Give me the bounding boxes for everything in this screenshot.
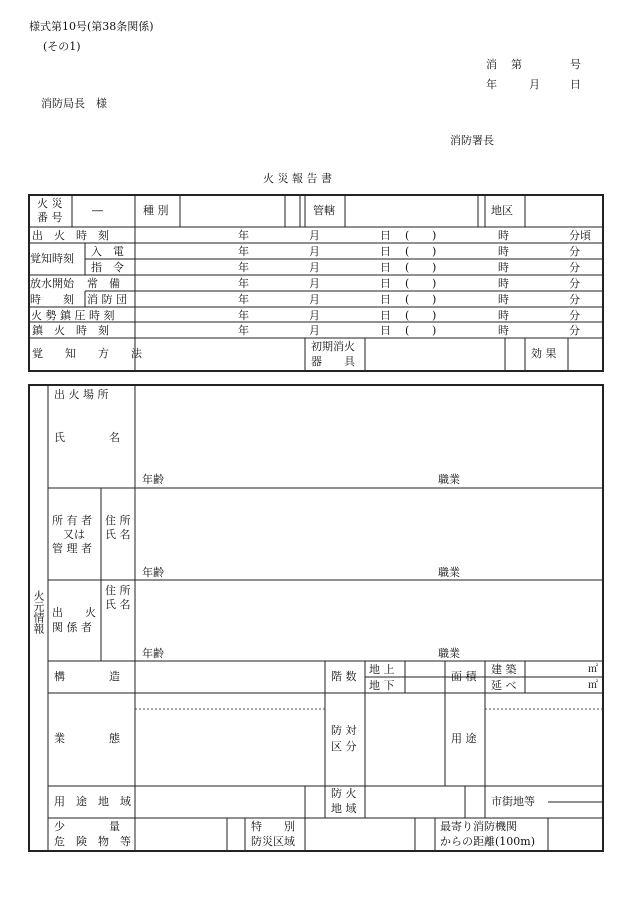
row0-close: ) <box>432 229 437 242</box>
kaisuu-label: 階 数 <box>331 670 357 683</box>
shouryou-label-1: 少 量 <box>54 820 120 833</box>
row1-hour: 時 <box>498 245 509 258</box>
kind-label: 種 別 <box>143 204 169 217</box>
page-title: 火 災 報 告 書 <box>263 172 332 185</box>
owner-label-2: 又は <box>63 528 85 541</box>
kouzou-label: 構 造 <box>54 670 120 683</box>
kakuchi-houhou-label: 覚 知 方 法 <box>32 347 142 360</box>
shukka-basho-label: 出 火 場 所 <box>54 388 109 401</box>
shouboudan-label: 消 防 団 <box>87 293 127 306</box>
row3-month: 月 <box>309 277 320 290</box>
row2-hour: 時 <box>498 261 509 274</box>
nobe-label: 延 べ <box>491 679 517 692</box>
row6-open: ( <box>405 324 410 337</box>
fire-no-label-2: 番 号 <box>37 211 63 224</box>
row1-close: ) <box>432 245 437 258</box>
owner-jusho-label: 住 所 <box>105 514 131 527</box>
row4-month: 月 <box>309 293 320 306</box>
form-number: 様式第10号(第38条関係) <box>29 20 154 33</box>
age-label-1: 年齢 <box>142 473 164 486</box>
menseki-label: 面 積 <box>451 670 477 683</box>
row5-hour: 時 <box>498 309 509 322</box>
side-label-hinomoto: 火元情報 <box>32 590 45 634</box>
row5-month: 月 <box>309 309 320 322</box>
shigaichi-label: 市街地等 <box>491 795 535 808</box>
ref-shou: 消 <box>486 58 497 71</box>
row3-close: ) <box>432 277 437 290</box>
row4-hour: 時 <box>498 293 509 306</box>
shoki-label-1: 初期消火 <box>311 340 355 353</box>
row2-min: 分 <box>569 261 580 274</box>
row2-close: ) <box>432 261 437 274</box>
bouka-label-1: 防 火 <box>331 787 357 800</box>
shukka-jikoku-label: 出 火 時 刻 <box>32 229 109 242</box>
boutai-label-2: 区 分 <box>331 740 357 753</box>
row2-open: ( <box>405 261 410 274</box>
joubi-label: 常 備 <box>87 277 120 290</box>
boutai-label-1: 防 対 <box>331 724 357 737</box>
row0-day: 日 <box>380 229 391 242</box>
owner-label-3: 管 理 者 <box>52 542 92 555</box>
jurisdiction-label: 管轄 <box>313 204 335 217</box>
distance-label-1: 最寄り消防機関 <box>440 820 517 833</box>
nyuden-label: 入 電 <box>91 245 124 258</box>
shouryou-label-2: 危 険 物 等 <box>54 835 131 848</box>
age-label-2: 年齢 <box>142 566 164 579</box>
row1-day: 日 <box>380 245 391 258</box>
date-day: 日 <box>570 78 581 91</box>
row4-year: 年 <box>238 293 249 306</box>
housui-label-2: 時 刻 <box>30 293 74 306</box>
row6-day: 日 <box>380 324 391 337</box>
age-label-3: 年齢 <box>142 647 164 660</box>
row2-day: 日 <box>380 261 391 274</box>
row3-year: 年 <box>238 277 249 290</box>
owner-shimei-label: 氏 名 <box>105 528 131 541</box>
row1-open: ( <box>405 245 410 258</box>
row3-open: ( <box>405 277 410 290</box>
housui-label-1: 放水開始 <box>30 277 74 290</box>
youto-chiiki-label: 用 途 地 域 <box>54 795 131 808</box>
row6-hour: 時 <box>498 324 509 337</box>
kankei-label-1: 出 火 <box>52 606 96 619</box>
row1-month: 月 <box>309 245 320 258</box>
row6-year: 年 <box>238 324 249 337</box>
row0-min: 分頃 <box>569 229 591 242</box>
row3-hour: 時 <box>498 277 509 290</box>
chijou-label: 地 上 <box>369 663 395 676</box>
tokubetsu-label-2: 防災区域 <box>251 835 295 848</box>
job-label-2: 職業 <box>438 566 460 579</box>
row0-hour: 時 <box>498 229 509 242</box>
shimei-label: 氏 名 <box>54 431 120 444</box>
bouka-label-2: 地 域 <box>331 802 357 815</box>
ref-dai: 第 <box>511 58 522 71</box>
row4-open: ( <box>405 293 410 306</box>
row4-close: ) <box>432 293 437 306</box>
row0-open: ( <box>405 229 410 242</box>
row5-open: ( <box>405 309 410 322</box>
addressee: 消防局長 様 <box>41 97 107 110</box>
row5-min: 分 <box>569 309 580 322</box>
date-year: 年 <box>486 78 497 91</box>
row0-month: 月 <box>309 229 320 242</box>
ref-gou: 号 <box>570 58 581 71</box>
shoki-label-2: 器 具 <box>311 355 355 368</box>
tokubetsu-label-1: 特 別 <box>251 820 295 833</box>
kankei-jusho-label: 住 所 <box>105 584 131 597</box>
row6-min: 分 <box>569 324 580 337</box>
row4-min: 分 <box>569 293 580 306</box>
date-month: 月 <box>529 78 540 91</box>
row5-year: 年 <box>238 309 249 322</box>
fire-no-dash: ― <box>92 204 103 217</box>
kakuchi-jikoku-label: 覚知時刻 <box>30 252 74 265</box>
district-label: 地区 <box>491 204 513 217</box>
kasei-chinatsu-label: 火 勢 鎮 圧 時 刻 <box>31 309 115 322</box>
row3-min: 分 <box>569 277 580 290</box>
row2-month: 月 <box>309 261 320 274</box>
kouka-label: 効 果 <box>531 347 557 360</box>
row6-close: ) <box>432 324 437 337</box>
form-part: (その1) <box>43 40 81 53</box>
fire-no-label-1: 火 災 <box>37 197 63 210</box>
row3-day: 日 <box>380 277 391 290</box>
job-label-3: 職業 <box>438 647 460 660</box>
row1-year: 年 <box>238 245 249 258</box>
row5-day: 日 <box>380 309 391 322</box>
youto-label: 用 途 <box>451 732 477 745</box>
chika-label: 地 下 <box>369 679 395 692</box>
row5-close: ) <box>432 309 437 322</box>
owner-label-1: 所 有 者 <box>52 514 92 527</box>
distance-label-2: からの距離(100m) <box>440 835 536 848</box>
kenchiku-label: 建 築 <box>491 663 517 676</box>
shirei-label: 指 令 <box>91 261 124 274</box>
row0-year: 年 <box>238 229 249 242</box>
chinka-jikoku-label: 鎮 火 時 刻 <box>32 324 109 337</box>
row4-day: 日 <box>380 293 391 306</box>
row6-month: 月 <box>309 324 320 337</box>
row2-year: 年 <box>238 261 249 274</box>
job-label-1: 職業 <box>438 473 460 486</box>
kankei-label-2: 関 係 者 <box>52 621 92 634</box>
sender: 消防署長 <box>450 134 494 147</box>
gyoutai-label: 業 態 <box>54 732 120 745</box>
kankei-shimei-label: 氏 名 <box>105 598 131 611</box>
m2-unit-2: ㎡ <box>588 680 598 691</box>
row1-min: 分 <box>569 245 580 258</box>
m2-unit-1: ㎡ <box>588 664 598 675</box>
